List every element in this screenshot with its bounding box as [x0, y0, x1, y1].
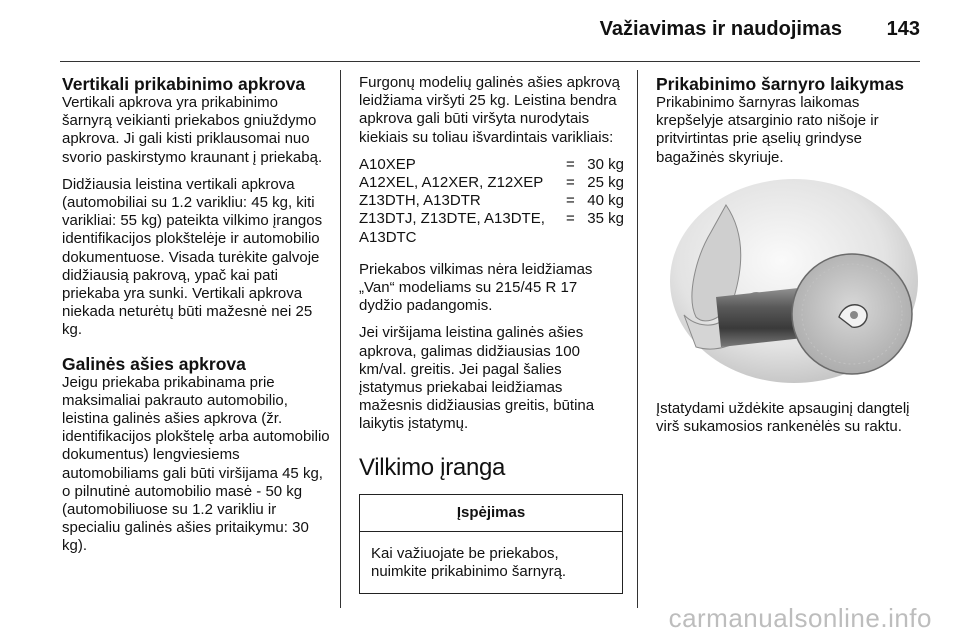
- engine-name: A10XEP: [359, 155, 416, 173]
- paragraph: Vertikali apkrova yra prikabinimo šarnyrą veikianti priekabos gniuždymo apkrova. Ji gali kisti priklausomai nuo svorio paskirstymo kraunant į priekabą.: [62, 94, 323, 166]
- warning-title: Įspėjimas: [360, 495, 622, 532]
- paragraph: Didžiausia leistina vertikali apkrova (automobiliai su 1.2 varikliu: 45 kg, kiti varikliai: 55 kg) pateikta vilkimo įrangos identifikacijos plokštelėje ir automobilio dokumentuose. Visada turėkite galvoje didžiausią pakrovą, ypač kai pati priekaba yra sunki. Vertikali apkrova niekada neturėtų būti mažesnė nei 25 kg.: [62, 175, 323, 339]
- paragraph: Prikabinimo šarnyras laikomas krepšelyje atsarginio rato nišoje ir pritvirtintas prie ąselių grindyse bagažinės skyriuje.: [656, 94, 879, 166]
- table-row: [359, 210, 624, 246]
- equals-sign: =: [566, 174, 575, 192]
- equals-sign: =: [566, 155, 575, 173]
- paragraph: Jei viršijama leistina galinės ašies apkrova, galimas didžiausias 100 km/val. greitis. Jei pagal šalies įstatymus priekabai leidžiamas mažesnis didžiausias greitis, būtina laikytis įstatymų.: [359, 324, 595, 433]
- engine-table: [359, 156, 624, 247]
- paragraph: Furgonų modelių galinės ašies apkrovą leidžiama viršyti 25 kg. Leistina bendra apkrova gali būti viršyta nurodytais kiekiais su toliau išvardintais varikliais:: [359, 74, 620, 146]
- equals-sign: =: [566, 210, 575, 228]
- section-heading-towing-equipment: Vilkimo įranga: [359, 453, 506, 481]
- column-left: [62, 74, 330, 556]
- paragraph: Priekabos vilkimas nėra leidžiamas „Van“ modeliams su 215/45 R 17 dydžio padangomis.: [359, 260, 593, 315]
- watermark: carmanualsonline.info: [668, 603, 932, 633]
- tow-ball-illustration: [656, 177, 918, 392]
- figure-caption: Įstatydami uždėkite apsauginį dangtelį virš sukamosios rankenėlės su raktu.: [656, 399, 910, 436]
- page-number: 143: [886, 18, 920, 40]
- engine-value: 30 kg: [587, 155, 624, 173]
- equals-sign: =: [566, 192, 575, 210]
- header-title: Važiavimas ir naudojimas: [599, 18, 842, 40]
- column-middle: [359, 74, 624, 594]
- engine-value: 35 kg: [587, 210, 624, 228]
- column-divider: [637, 70, 638, 608]
- table-row: [359, 174, 624, 192]
- table-row: [359, 192, 624, 210]
- section-heading-vertical-load: Vertikali prikabinimo apkrova: [62, 74, 306, 94]
- section-heading-storage: Prikabinimo šarnyro laikymas: [656, 74, 905, 94]
- warning-box: [359, 494, 623, 594]
- paragraph: Jeigu priekaba prikabinama prie maksimaliai pakrauto automobilio, leistina galinės ašies apkrova (žr. identifikacijos plokštelę arba automobilio dokumentus) lengviesiems automobiliams gali būti viršijama 45 kg, o pilnutinė automobilio masė - 50 kg (automobiliuose su 1.2 varikliu ir specialiu galinės ašies pritaikymu: 30 kg).: [62, 373, 330, 555]
- engine-value: 25 kg: [587, 174, 624, 192]
- header-rule: [60, 61, 920, 62]
- warning-text: Kai važiuojate be priekabos, nuimkite prikabinimo šarnyrą.: [371, 544, 567, 580]
- table-row: [359, 156, 624, 174]
- page-header: [0, 0, 960, 60]
- column-right: [656, 74, 921, 436]
- engine-name: Z13DTH, A13DTR: [359, 192, 481, 210]
- engine-name: A12XEL, A12XER, Z12XEP: [359, 174, 544, 192]
- key-hole: [850, 311, 858, 319]
- engine-value: 40 kg: [587, 192, 624, 210]
- tow-ball-drawing: [656, 177, 918, 392]
- column-divider: [340, 70, 341, 608]
- section-heading-rear-axle-load: Galinės ašies apkrova: [62, 353, 246, 374]
- engine-name: Z13DTJ, Z13DTE, A13DTE, A13DTC: [359, 210, 545, 246]
